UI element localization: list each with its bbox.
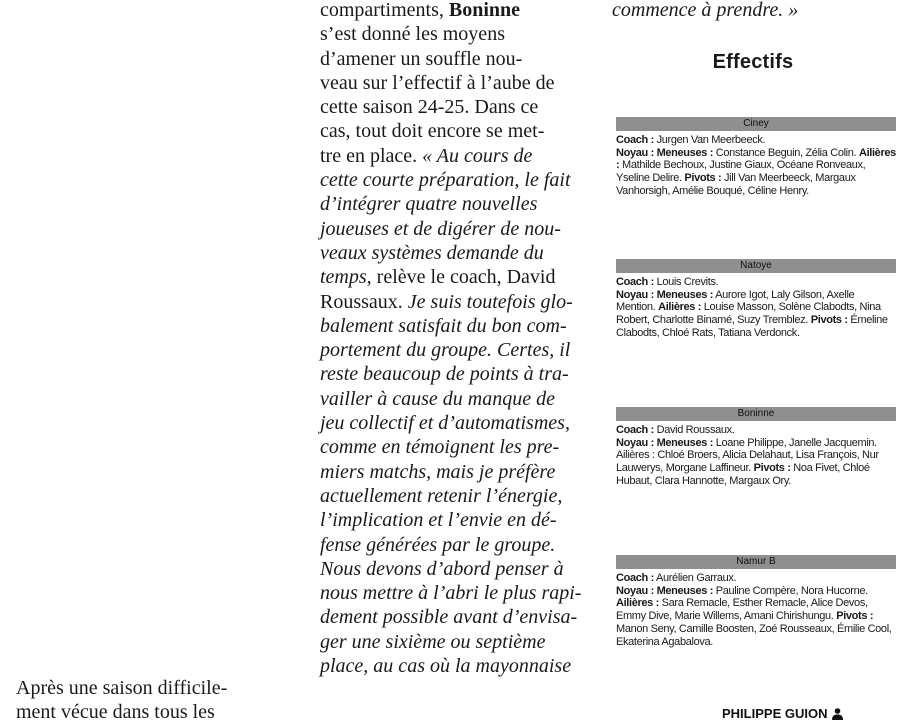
coach-label: Coach :: [616, 276, 654, 288]
text-fragment: Roussaux.: [320, 290, 408, 313]
meneuses-list: Loane Philippe, Janelle Jacquemin.: [713, 436, 877, 449]
person-icon: [832, 708, 843, 720]
coach-label: Coach :: [616, 134, 654, 146]
quote-line: vailler à cause du manque de: [320, 387, 555, 410]
team-header-bar: Namur B: [616, 555, 896, 569]
quote-fragment: Je suis toutefois glo-: [407, 290, 573, 313]
text-line: veau sur l’effectif à l’aube de: [320, 71, 555, 94]
text-line: [320, 144, 607, 168]
meneuses-list: Pauline Compère, Nora Hucorne.: [713, 584, 868, 597]
middle-column: [320, 0, 607, 678]
text-line: cas, tout doit encore se met-: [320, 120, 545, 143]
team-header-bar: Natoye: [616, 259, 896, 273]
ailieres-list: Sara Remacle, Esther Remacle, Alice Devos, Emmy Dive, Marie Willems, Amani Chirishungu.: [616, 597, 868, 623]
team-header-bar: Boninne: [616, 407, 896, 421]
quote-line: joueuses et de digérer de nou-: [320, 217, 561, 240]
pivots-list: Noa Fivet, Chloé Hubaut, Clara Hannotte, Margaux Ory.: [616, 462, 870, 487]
team-roster: [616, 424, 896, 488]
quote-line: place, au cas où la mayonnaise: [320, 655, 572, 678]
coach-name: Louis Crevits.: [653, 276, 719, 288]
ailieres-label: Ailières :: [616, 146, 896, 172]
pivots-label: Pivots :: [810, 314, 848, 327]
coach-name: Jurgen Van Meerbeeck.: [653, 134, 766, 146]
meneuses-list: Aurore Igot, Laly Gilson, Axelle Mention.: [616, 288, 855, 314]
quote-line: veaux systèmes demande du: [320, 241, 544, 264]
article-body: [320, 0, 607, 678]
left-column: [16, 676, 302, 725]
roster-label: Noyau : Meneuses :: [616, 436, 714, 449]
coach-label: Coach :: [616, 572, 654, 584]
team-roster: [616, 134, 896, 198]
quote-line: ger une sixième ou septième: [320, 630, 546, 653]
quote-line: actuellement retenir l’énergie,: [320, 484, 563, 507]
quote-line: reste beaucoup de points à tra-: [320, 363, 569, 386]
sidebar-title: Effectifs: [712, 51, 794, 73]
coach-label: Coach :: [616, 424, 654, 436]
ailieres-label: Ailières :: [616, 449, 655, 462]
quote-fragment: « Au cours de: [422, 144, 533, 167]
text-fragment: tre en place.: [320, 144, 423, 167]
text-fragment: , relève le coach, David: [366, 266, 556, 289]
quote-line: l’implication et l’envie en dé-: [320, 509, 557, 532]
left-column-text: [16, 676, 302, 725]
quote-line: balement satisfait du bon com-: [320, 314, 567, 337]
quote-line: miers matchs, mais je préfère: [320, 460, 556, 483]
pivots-label: Pivots :: [684, 172, 722, 185]
text-line: [320, 0, 607, 22]
ailieres-list: Mathilde Bechoux, Justine Giaux, Océane Ronveaux, Yseline Delire.: [616, 159, 866, 185]
quote-ending: commence à prendre. »: [612, 0, 799, 21]
team-block-namur-b: [616, 555, 896, 648]
roster-label: Noyau : Meneuses :: [616, 584, 714, 597]
quote-line: jeu collectif et d’automatismes,: [320, 412, 570, 435]
team-header-bar: Ciney: [616, 117, 896, 131]
quote-line: cette courte préparation, le fait: [320, 169, 571, 192]
text-line: [320, 290, 607, 314]
quote-line: Nous devons d’abord penser à: [320, 557, 564, 580]
team-block-ciney: [616, 117, 896, 198]
quote-line: comme en témoignent les pre-: [320, 436, 560, 459]
coach-name: David Roussaux.: [653, 424, 735, 436]
team-roster: [616, 572, 896, 648]
roster-label: Noyau : Meneuses :: [616, 146, 714, 159]
text-line: Après une saison difficile-: [16, 677, 228, 699]
ailieres-list: Louise Masson, Solène Clabodts, Nina Robert, Charlotte Binamé, Suzy Tremblez.: [616, 301, 881, 327]
pivots-label: Pivots :: [836, 610, 874, 623]
quote-line: nous mettre à l’abri le plus rapi-: [320, 582, 582, 605]
quote-line: fense générées par le groupe.: [320, 533, 556, 556]
pivots-label: Pivots :: [753, 462, 791, 475]
team-block-natoye: [616, 259, 896, 340]
text-line: d’amener un souffle nou-: [320, 47, 523, 70]
roster-label: Noyau : Meneuses :: [616, 288, 714, 301]
ailieres-label: Ailières :: [658, 301, 702, 314]
author-name: PHILIPPE GUION: [722, 706, 828, 721]
text-line: [320, 265, 607, 289]
quote-line: dement possible avant d’envisa-: [320, 606, 578, 629]
author-byline: [722, 706, 843, 721]
text-fragment: compartiments,: [320, 0, 449, 21]
quote-line: d’intégrer quatre nouvelles: [320, 193, 538, 216]
ailieres-list: Chloé Broers, Alicia Delahaut, Lisa François, Nur Lauwerys, Morgane Laffineur.: [616, 449, 879, 475]
right-column: [608, 0, 898, 74]
coach-name: Aurélien Garraux.: [653, 572, 737, 584]
quote-fragment: temps: [320, 266, 367, 289]
ailieres-label: Ailières :: [616, 597, 659, 610]
text-line: cette saison 24-25. Dans ce: [320, 96, 539, 119]
team-name-bold: Boninne: [448, 0, 521, 21]
pivots-list: Manon Seny, Camille Boosten, Zoé Rousseaux, Émilie Cool, Ekaterina Agabalova.: [616, 622, 892, 648]
text-line: s’est donné les moyens: [320, 23, 505, 46]
team-block-boninne: [616, 407, 896, 488]
pivots-list: Jill Van Meerbeeck, Margaux Vanhorsigh, Amélie Bouqué, Céline Henry.: [616, 172, 856, 197]
quote-line: portement du groupe. Certes, il: [320, 339, 571, 362]
pivots-list: Émeline Clabodts, Chloé Rats, Tatiana Verdonck.: [616, 314, 888, 339]
text-line: ment vécue dans tous les: [16, 701, 215, 724]
meneuses-list: Constance Beguin, Zélia Colin.: [713, 146, 859, 159]
team-roster: [616, 276, 896, 340]
